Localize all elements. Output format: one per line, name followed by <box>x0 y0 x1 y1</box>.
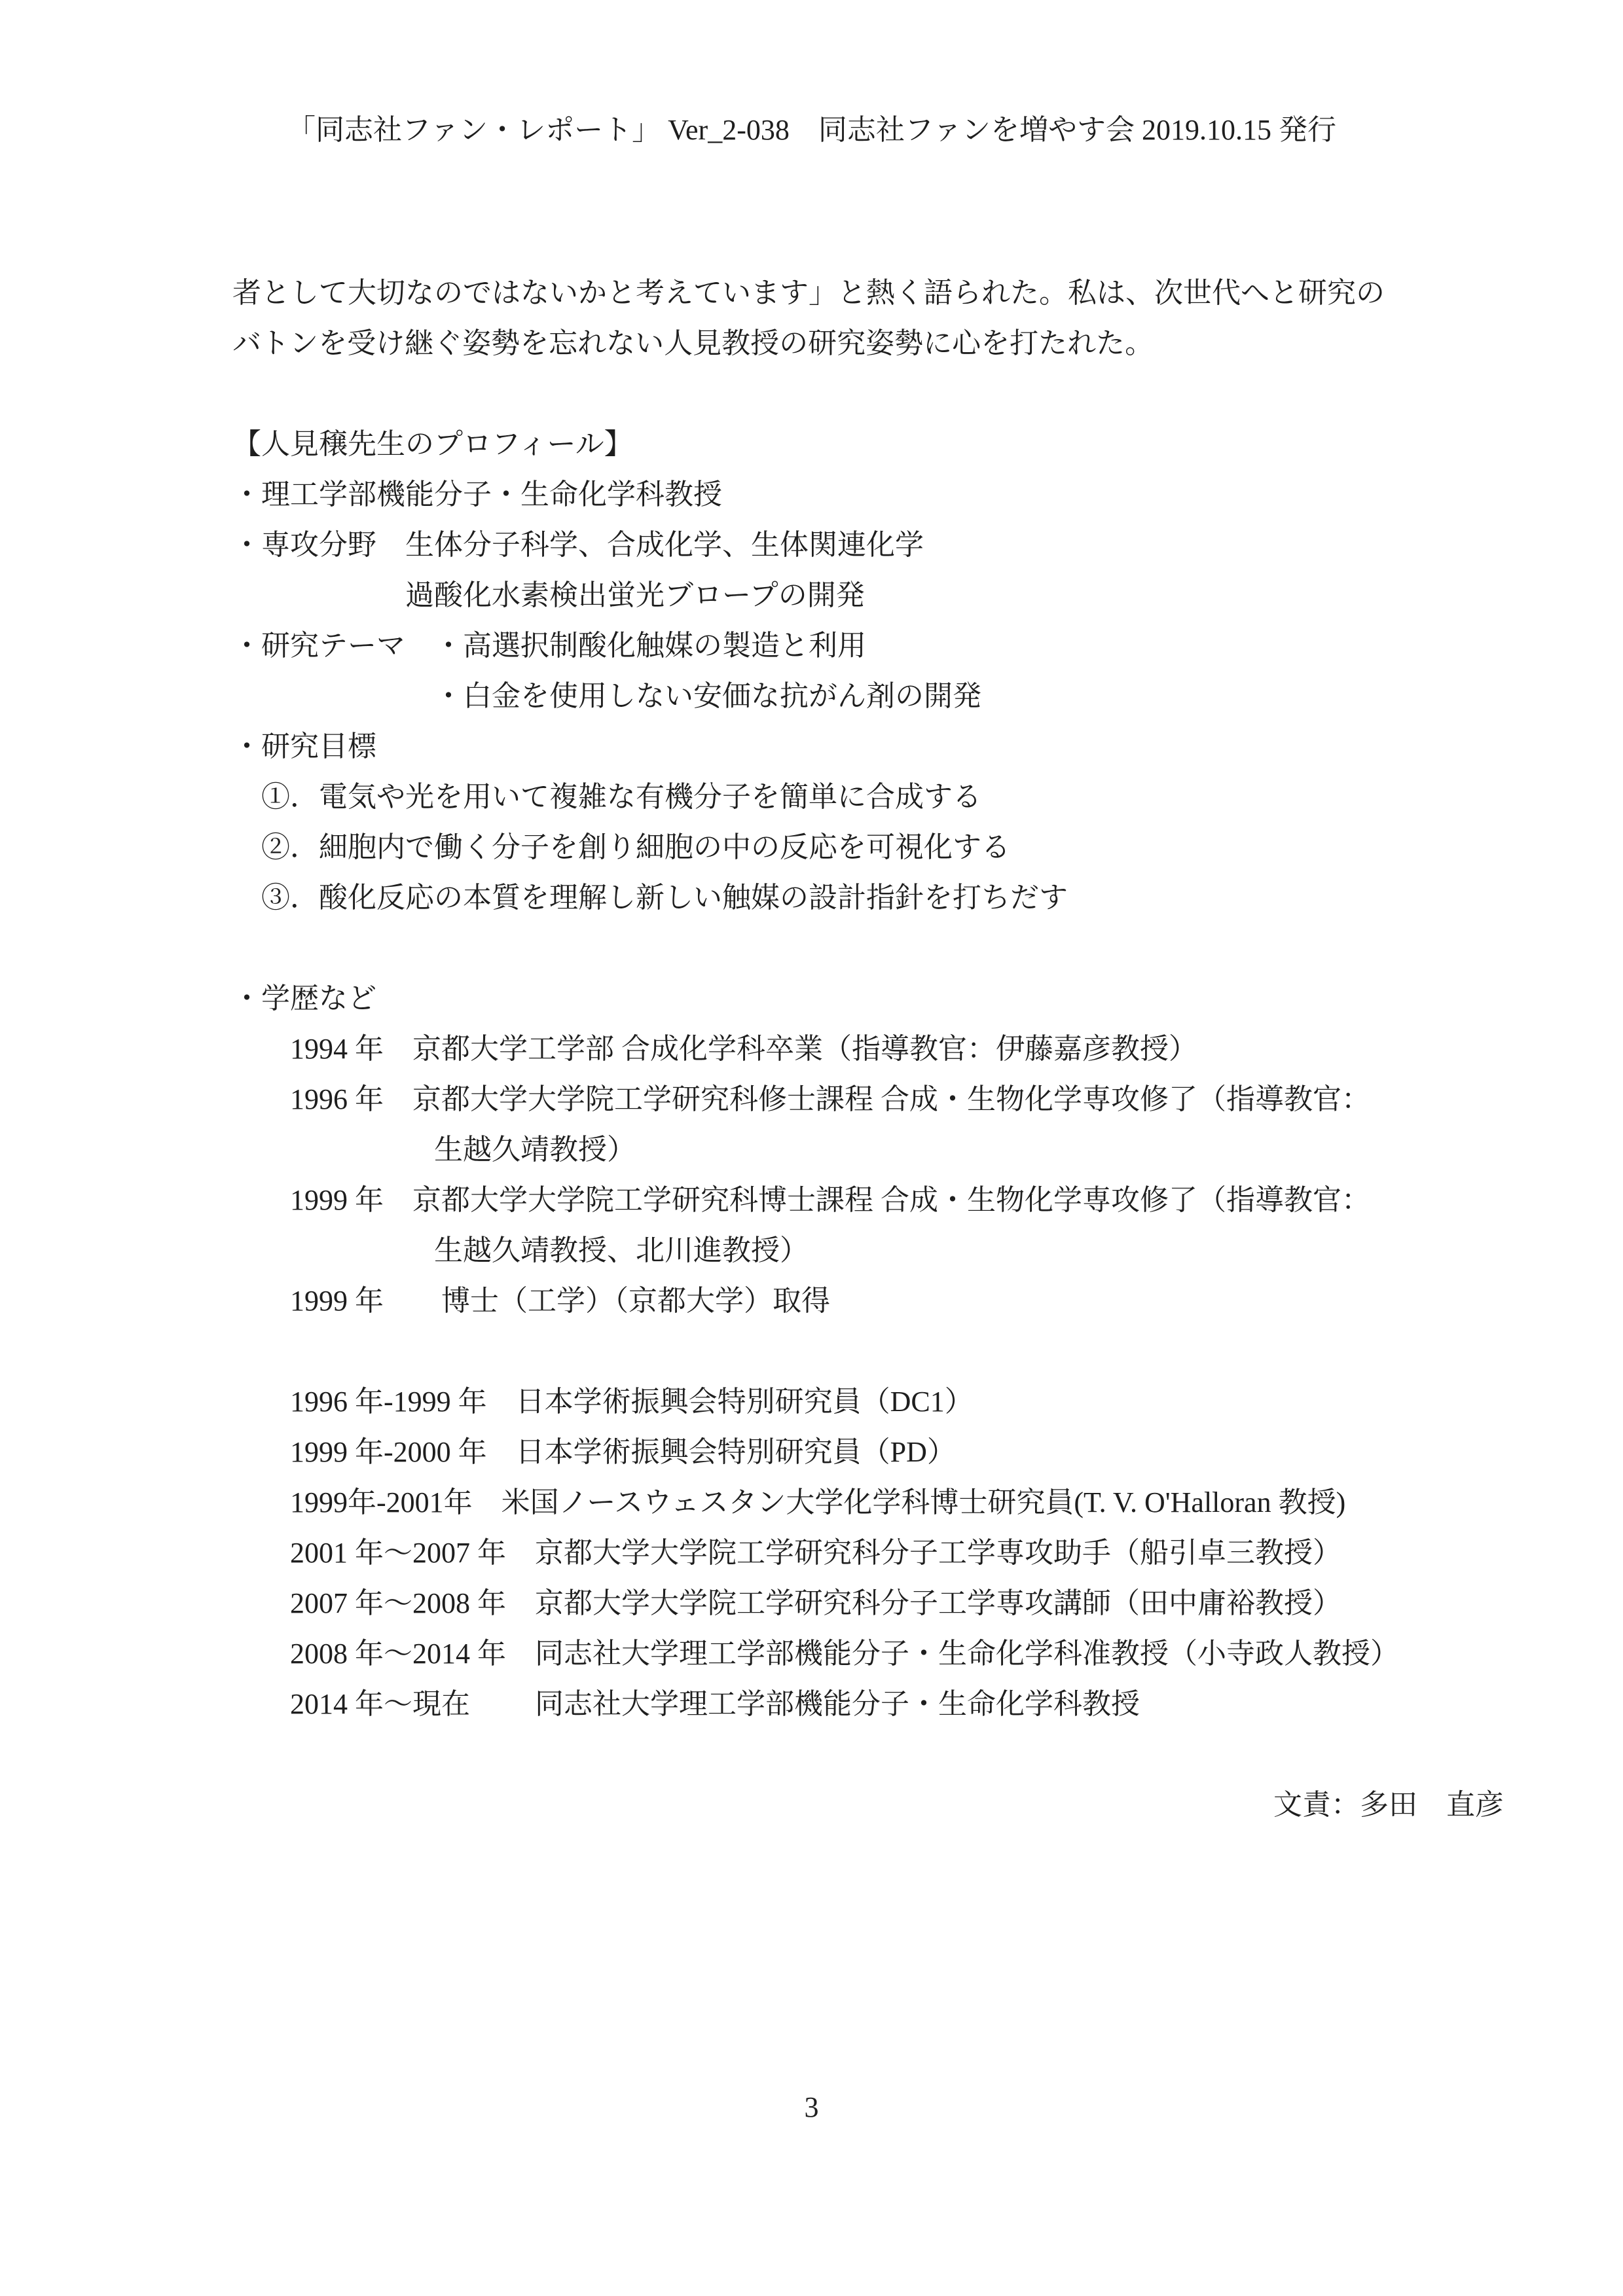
education-heading: ・学歴など <box>232 982 376 1014</box>
blank-line <box>232 368 1427 419</box>
page-header: 「同志社ファン・レポート」 Ver_2-038 同志社ファンを増やす会 2019.10.15 発行 <box>287 114 1336 146</box>
career-2014-present: 2014 年～現在 同志社大学理工学部機能分子・生命化学科教授 <box>232 1688 1140 1720</box>
blank-line <box>232 923 1427 973</box>
career-1996-1999: 1996 年-1999 年 日本学術振興会特別研究員（DC1） <box>232 1386 974 1418</box>
career-1999-2001: 1999年-2001年 米国ノースウェスタン大学化学科博士研究員(T. V. O'Halloran 教授) <box>232 1486 1346 1518</box>
research-theme-2: ・白金を使用しない安価な抗がん剤の開発 <box>232 680 981 712</box>
education-1994: 1994 年 京都大学工学部 合成化学科卒業（指導教官：伊藤嘉彦教授） <box>232 1033 1197 1065</box>
paragraph-line-2: バトンを受け継ぐ姿勢を忘れない人見教授の研究姿勢に心を打たれた。 <box>232 327 1154 359</box>
education-1999-continuation: 生越久靖教授、北川進教授） <box>232 1234 809 1266</box>
research-goals-heading: ・研究目標 <box>232 730 376 762</box>
profile-heading: 【人見穣先生のプロフィール】 <box>232 428 633 460</box>
career-1999-2000: 1999 年-2000 年 日本学術振興会特別研究員（PD） <box>232 1436 956 1468</box>
profile-position: ・理工学部機能分子・生命化学科教授 <box>232 478 722 511</box>
document-body <box>0 268 1623 1729</box>
research-goal-2: ②．細胞内で働く分子を創り細胞の中の反応を可視化する <box>232 831 1010 863</box>
page-number: 3 <box>804 2091 819 2123</box>
profile-field: ・専攻分野 生体分子科学、合成化学、生体関連化学 <box>232 529 924 561</box>
byline-row <box>0 1729 1623 1880</box>
education-1996-continuation: 生越久靖教授） <box>232 1134 636 1166</box>
education-1996: 1996 年 京都大学大学院工学研究科修士課程 合成・生物化学専攻修了（指導教官： <box>232 1083 1370 1115</box>
byline: 文責：多田 直彦 <box>1273 1789 1504 1821</box>
blank-line <box>232 1326 1427 1376</box>
paragraph-line-1: 者として大切なのではないかと考えています」と熱く語られた。私は、次世代へと研究の <box>232 277 1385 309</box>
career-2001-2007: 2001 年～2007 年 京都大学大学院工学研究科分子工学専攻助手（船引卓三教授） <box>232 1537 1341 1569</box>
career-2007-2008: 2007 年～2008 年 京都大学大学院工学研究科分子工学専攻講師（田中庸裕教授） <box>232 1587 1341 1619</box>
research-goal-1: ①．電気や光を用いて複雑な有機分子を簡単に合成する <box>232 781 981 813</box>
research-theme-1: ・研究テーマ ・高選択制酸化触媒の製造と利用 <box>232 630 866 662</box>
profile-field-continuation: 過酸化水素検出蛍光ブロープの開発 <box>232 579 865 611</box>
education-1999-degree: 1999 年 博士（工学）（京都大学）取得 <box>232 1285 830 1317</box>
research-goal-3: ③．酸化反応の本質を理解し新しい触媒の設計指針を打ちだす <box>232 882 1068 914</box>
career-2008-2014: 2008 年～2014 年 同志社大学理工学部機能分子・生命化学科准教授（小寺政人教授） <box>232 1638 1399 1670</box>
education-1999: 1999 年 京都大学大学院工学研究科博士課程 合成・生物化学専攻修了（指導教官： <box>232 1184 1370 1216</box>
